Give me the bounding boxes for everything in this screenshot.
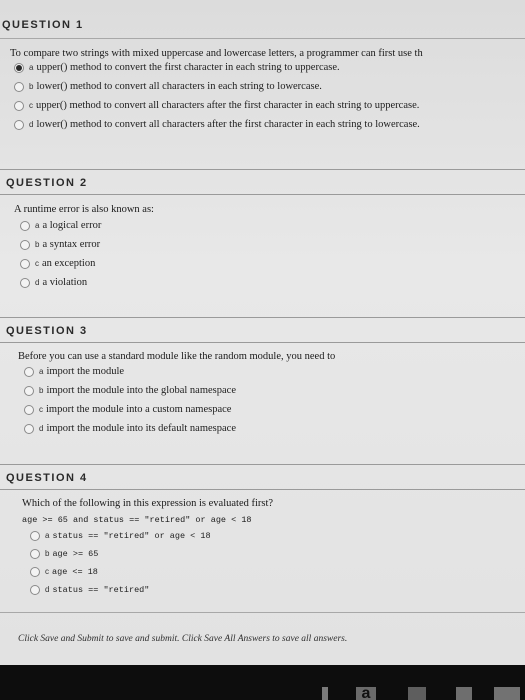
q4-option-d[interactable]: d status == "retired" — [30, 582, 149, 598]
taskbar-window-icon[interactable] — [494, 687, 520, 700]
question-2-header: QUESTION 2 — [0, 169, 525, 195]
radio-button[interactable] — [20, 259, 30, 269]
radio-button[interactable] — [30, 549, 40, 559]
question-2-prompt: A runtime error is also known as: — [14, 204, 154, 215]
radio-button[interactable] — [20, 278, 30, 288]
taskbar-folder-icon[interactable] — [408, 687, 426, 700]
radio-button[interactable] — [24, 405, 34, 415]
radio-button[interactable] — [24, 424, 34, 434]
q4-option-c[interactable]: c age <= 18 — [30, 564, 98, 580]
question-4-prompt: Which of the following in this expression is evaluated first? — [22, 498, 274, 509]
q4-option-b[interactable]: b age >= 65 — [30, 546, 98, 562]
q1-option-a[interactable]: a upper() method to convert the first character in each string to uppercase. — [14, 60, 340, 76]
q3-option-b[interactable]: b import the module into the global namespace — [24, 383, 236, 399]
q1-option-d[interactable]: d lower() method to convert all characters after the first character in each string to lowercase. — [14, 117, 420, 133]
taskbar — [0, 665, 525, 700]
divider — [0, 612, 525, 613]
radio-button[interactable] — [20, 240, 30, 250]
taskbar-icon[interactable] — [322, 687, 328, 700]
q3-option-c[interactable]: c import the module into a custom namespace — [24, 402, 231, 418]
q3-option-a[interactable]: a import the module — [24, 364, 124, 380]
radio-button[interactable] — [14, 120, 24, 130]
taskbar-store-icon[interactable] — [456, 687, 472, 700]
radio-button[interactable] — [24, 367, 34, 377]
q2-option-b[interactable]: b a syntax error — [20, 237, 100, 253]
radio-button[interactable] — [24, 386, 34, 396]
question-4-header: QUESTION 4 — [0, 464, 525, 490]
q2-option-c[interactable]: c an exception — [20, 256, 95, 272]
footer-instructions: Click Save and Submit to save and submit. Click Save All Answers to save all answers. — [18, 634, 348, 644]
radio-button[interactable] — [30, 585, 40, 595]
question-1-prompt: To compare two strings with mixed uppercase and lowercase letters, a programmer can first use th — [10, 48, 423, 59]
radio-button[interactable] — [30, 567, 40, 577]
q1-option-c[interactable]: c upper() method to convert all characters after the first character in each string to uppercase. — [14, 98, 419, 114]
radio-button[interactable] — [14, 101, 24, 111]
taskbar-app-icon[interactable]: a — [356, 687, 376, 700]
radio-button-checked[interactable] — [14, 63, 24, 73]
radio-button[interactable] — [30, 531, 40, 541]
q1-option-b[interactable]: b lower() method to convert all characters in each string to lowercase. — [14, 79, 322, 95]
q2-option-d[interactable]: d a violation — [20, 275, 87, 291]
q2-option-a[interactable]: a a logical error — [20, 218, 101, 234]
question-4-expression: age >= 65 and status == "retired" or age < 18 — [22, 515, 252, 525]
radio-button[interactable] — [14, 82, 24, 92]
radio-button[interactable] — [20, 221, 30, 231]
q4-option-a[interactable]: a status == "retired" or age < 18 — [30, 528, 211, 544]
question-3-header: QUESTION 3 — [0, 317, 525, 343]
divider — [0, 38, 525, 39]
question-3-prompt: Before you can use a standard module like the random module, you need to — [18, 351, 336, 362]
q3-option-d[interactable]: d import the module into its default namespace — [24, 421, 236, 437]
question-1-header: QUESTION 1 — [2, 19, 84, 31]
